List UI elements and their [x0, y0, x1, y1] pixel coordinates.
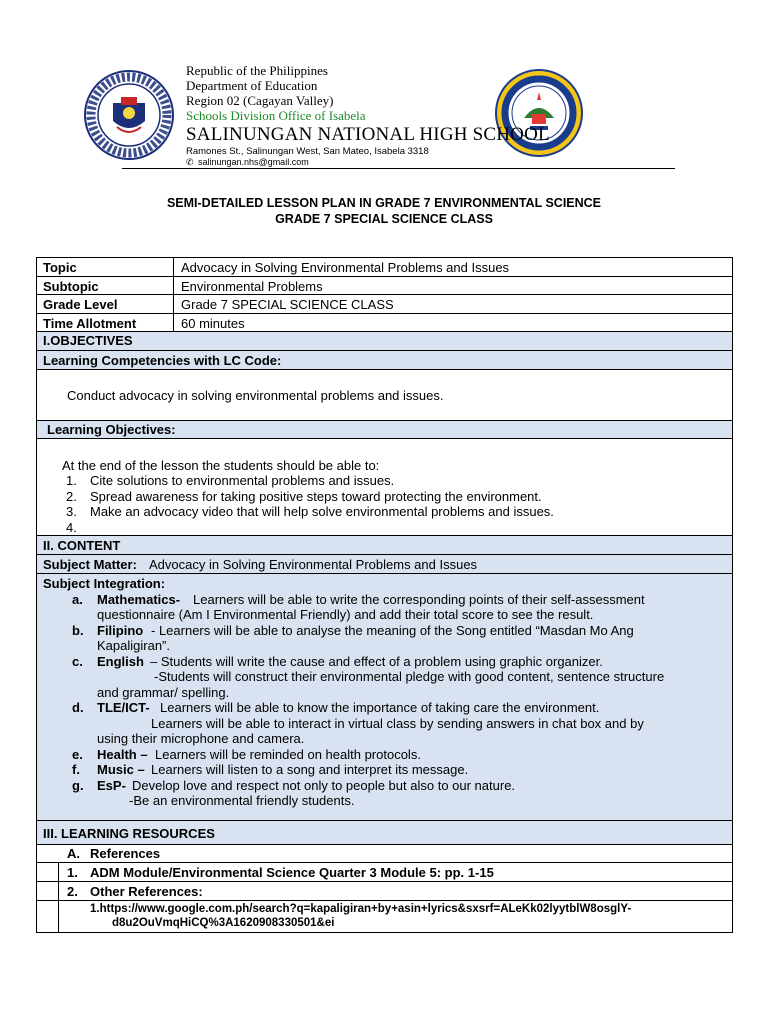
school-address: Ramones St., Salinungan West, San Mateo, Isabela 3318	[186, 146, 429, 157]
integration-heading: Subject Integration:	[43, 576, 166, 591]
school-name: SALINUNGAN NATIONAL HIGH SCHOOL	[186, 124, 550, 145]
lo-item-2: Spread awareness for taking positive steps toward protecting the environment.	[90, 488, 542, 504]
lc-text: Conduct advocacy in solving environmental problems and issues.	[67, 388, 444, 403]
int-esp-line2: -Be an environmental friendly students.	[129, 793, 355, 808]
row-resources-heading	[37, 821, 732, 845]
header-division: Schools Division Office of Isabela	[186, 108, 366, 123]
ref-indent-line-1	[58, 862, 59, 933]
int-subject-music: Music –	[97, 762, 145, 777]
int-esp-line1: Develop love and respect not only to people but also to our nature.	[132, 777, 516, 793]
ref-1-text: ADM Module/Environmental Science Quarter 3 Module 5: pp. 1-15	[90, 865, 494, 880]
int-letter-f: f.	[72, 762, 80, 777]
int-letter-g: g.	[72, 777, 84, 793]
doc-title-line2: GRADE 7 SPECIAL SCIENCE CLASS	[275, 212, 493, 226]
lo-heading: Learning Objectives:	[47, 422, 176, 437]
deped-seal	[83, 69, 175, 161]
email-icon: ✆	[186, 157, 194, 167]
int-health-line1: Learners will be reminded on health protocols.	[155, 746, 421, 762]
header-department: Department of Education	[186, 78, 318, 93]
value-topic: Advocacy in Solving Environmental Problems and Issues	[181, 260, 510, 275]
value-grade-level: Grade 7 SPECIAL SCIENCE CLASS	[181, 297, 394, 312]
value-time-allotment: 60 minutes	[181, 316, 245, 331]
int-subject-english: English	[97, 653, 144, 669]
row-subject-matter	[37, 555, 732, 574]
row-objectives-heading	[37, 332, 732, 351]
lo-intro: At the end of the lesson the students should be able to:	[62, 458, 380, 473]
references-label: References	[90, 846, 161, 861]
lo-num-4: 4.	[66, 519, 77, 535]
lo-num-2: 2.	[66, 488, 77, 504]
ref-link-line2[interactable]: d8u2OuVmqHiCQ%3A1620908330501&ei	[112, 917, 335, 929]
int-letter-b: b.	[72, 622, 84, 638]
int-subject-health: Health –	[97, 746, 148, 762]
int-letter-c: c.	[72, 653, 83, 669]
header-region: Region 02 (Cagayan Valley)	[186, 93, 334, 108]
int-tle-line1: Learners will be able to know the importance of taking care the environment.	[160, 700, 600, 715]
header-divider	[122, 168, 675, 169]
lo-num-1: 1.	[66, 473, 77, 488]
doc-title-line1: SEMI-DETAILED LESSON PLAN IN GRADE 7 ENVIRONMENTAL SCIENCE	[166, 196, 602, 210]
row-lc-heading	[37, 351, 732, 370]
row-lo-list	[37, 439, 732, 536]
row-ref-1	[37, 863, 732, 882]
ref-1-num: 1.	[67, 865, 78, 880]
int-letter-d: d.	[72, 700, 84, 715]
row-subtopic	[37, 277, 732, 295]
lesson-table	[36, 257, 733, 933]
int-filipino-line1: - Learners will be able to analyse the meaning of the Song entitled “Masdan Mo Ang	[151, 622, 634, 638]
references-letter: A.	[67, 846, 80, 861]
objectives-heading: I.OBJECTIVES	[43, 333, 133, 348]
row-time-allotment	[37, 314, 732, 332]
int-subject-math: Mathematics-	[97, 591, 181, 607]
int-filipino-line2: Kapaligiran”.	[97, 638, 170, 653]
label-grade-level: Grade Level	[37, 295, 174, 313]
int-tle-line2: Learners will be able to interact in virtual class by sending answers in chat box and by	[151, 715, 644, 731]
subject-matter-value: Advocacy in Solving Environmental Problems and Issues	[149, 557, 478, 572]
lo-num-3: 3.	[66, 504, 77, 519]
header-republic: Republic of the Philippines	[186, 63, 328, 78]
int-letter-e: e.	[72, 746, 83, 762]
label-topic: Topic	[37, 258, 174, 276]
int-english-line3: and grammar/ spelling.	[97, 684, 230, 700]
label-subtopic: Subtopic	[37, 277, 174, 294]
row-grade-level	[37, 295, 732, 314]
content-heading: II. CONTENT	[43, 538, 121, 553]
int-music-line1: Learners will listen to a song and interpret its message.	[151, 762, 469, 777]
row-references	[37, 845, 732, 863]
resources-heading: III. LEARNING RESOURCES	[43, 826, 215, 841]
value-subtopic: Environmental Problems	[181, 279, 323, 294]
int-math-line2: questionnaire (Am I Environmental Friendly) and add their total score to see the result.	[97, 607, 594, 622]
subject-matter-label: Subject Matter:	[43, 557, 137, 572]
int-math-line1: Learners will be able to write the corresponding points of their self-assessment	[193, 591, 645, 607]
int-english-line1: – Students will write the cause and effect of a problem using graphic organizer.	[150, 653, 603, 669]
row-ref-2	[37, 882, 732, 901]
int-subject-esp: EsP-	[97, 777, 126, 793]
row-subject-integration	[37, 574, 732, 821]
school-email: salinungan.nhs@gmail.com	[198, 157, 309, 167]
int-english-line2: -Students will construct their environmental pledge with good content, sentence structure	[154, 669, 665, 684]
lc-heading: Learning Competencies with LC Code:	[43, 353, 282, 368]
row-ref-link	[37, 901, 732, 933]
row-topic	[37, 258, 732, 277]
int-tle-line3: using their microphone and camera.	[97, 731, 305, 746]
label-time-allotment: Time Allotment	[37, 314, 174, 331]
row-content-heading	[37, 536, 732, 555]
ref-link-line1[interactable]: 1.https://www.google.com.ph/search?q=kapaligiran+by+asin+lyrics&sxsrf=ALeKk02lyytblW8osglY-	[90, 903, 632, 915]
int-letter-a: a.	[72, 591, 83, 607]
lo-item-3: Make an advocacy video that will help solve environmental problems and issues.	[90, 504, 554, 519]
int-subject-tle: TLE/ICT-	[97, 700, 150, 715]
ref-2-num: 2.	[67, 884, 78, 899]
int-subject-filipino: Filipino	[97, 622, 144, 638]
ref-2-text: Other References:	[90, 884, 203, 899]
row-lc-text	[37, 370, 732, 421]
row-lo-heading	[37, 421, 732, 439]
lo-item-1: Cite solutions to environmental problems and issues.	[90, 473, 395, 488]
